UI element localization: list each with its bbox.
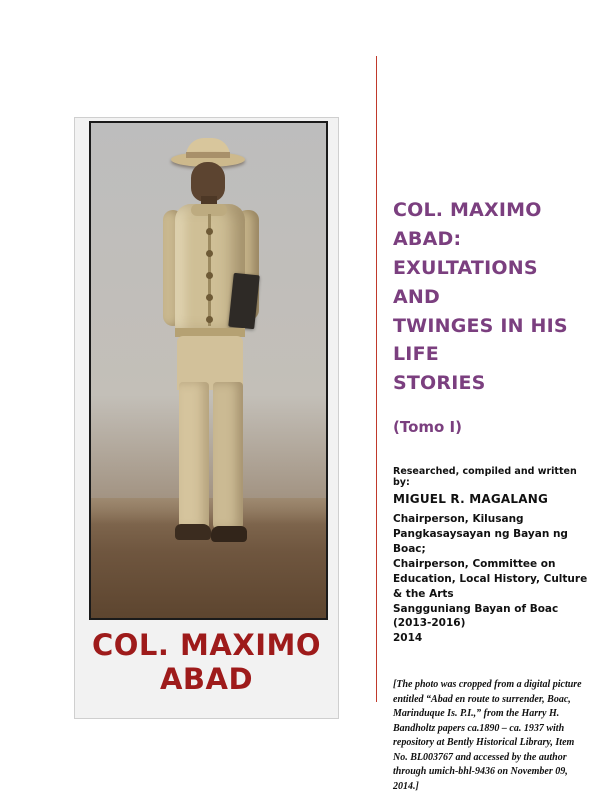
left-shoe (175, 524, 211, 540)
hat-band (186, 152, 230, 158)
officer-figure (153, 146, 269, 576)
held-book (228, 273, 260, 329)
author-role-3: Sangguniang Bayan of Boac (2013-2016) (393, 602, 559, 630)
byline-label: Researched, compiled and written by: (393, 466, 577, 489)
author-role-1: Chairperson, Kilusang Pangkasaysayan ng Bayan ng Boac; (393, 513, 568, 555)
title-line-4: STORIES (393, 372, 486, 395)
left-leg (179, 382, 209, 530)
photograph (89, 121, 328, 620)
uniform-button (206, 316, 213, 323)
photo-caption: COL. MAXIMO ABAD (92, 628, 321, 696)
photo-source-note: [The photo was cropped from a digital picture entitled “Abad en route to surrender, Boac, Marinduque Is. P.I.,” from the Harry H. Bandholtz papers ca.1890 – ca. 1937 with repository at Bently Historical Library, Item No. BL003767 and accessed by the author through umich-bhl-9436 on November 09, 2014.] (393, 679, 582, 792)
right-leg (213, 382, 243, 530)
photo-panel (74, 117, 339, 719)
title-block (393, 196, 589, 794)
title-line-3: TWINGES IN HIS LIFE (393, 314, 568, 366)
uniform-button (206, 294, 213, 301)
uniform-button (206, 250, 213, 257)
uniform-button (206, 228, 213, 235)
title-line-2: EXULTATIONS AND (393, 256, 538, 308)
uniform-button (206, 272, 213, 279)
page-title (393, 196, 589, 398)
volume-subtitle: (Tomo I) (393, 418, 462, 437)
publication-year: 2014 (393, 632, 423, 645)
author-name: MIGUEL R. MAGALANG (393, 492, 549, 507)
vertical-divider-rule (376, 56, 377, 702)
author-roles (393, 512, 589, 646)
author-role-2: Chairperson, Committee on Education, Local History, Culture & the Arts (393, 557, 588, 600)
right-shoe (211, 526, 247, 542)
title-line-1: COL. MAXIMO ABAD: (393, 199, 542, 250)
